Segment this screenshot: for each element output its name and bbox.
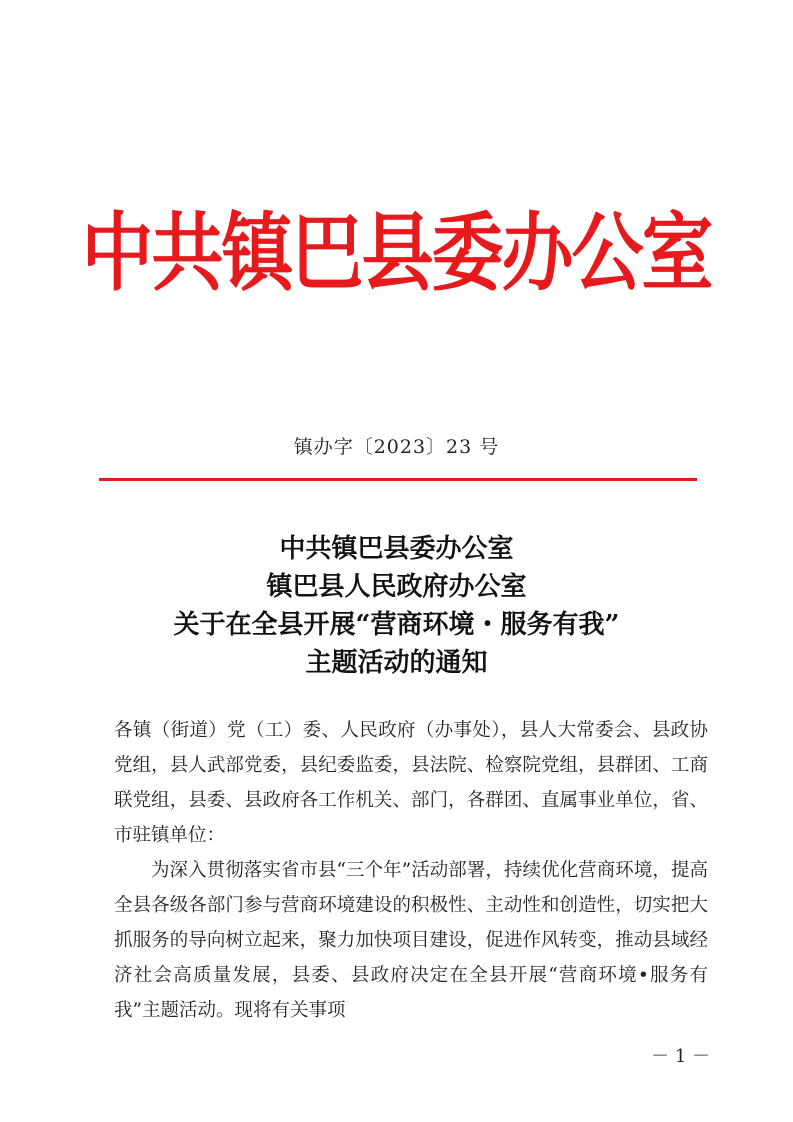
document-title: [80, 530, 713, 682]
title-line-1: 中共镇巴县委办公室: [279, 534, 514, 564]
title-line-2: 镇巴县人民政府办公室: [266, 572, 527, 602]
recipients-paragraph: 各镇（街道）党（工）委、人民政府（办事处），县人大常委会、县政协党组，县人武部党委，县纪委监委，县法院、检察院党组，县群团、工商联党组，县委、县政府各工作机关、部门，各群团、直属事业单位，省、市驻镇单位：: [114, 720, 708, 846]
title-line-4: 主题活动的通知: [305, 648, 488, 678]
masthead-title: [0, 193, 793, 323]
document-body: [114, 713, 708, 1028]
body-paragraph-1: 为深入贯彻落实省市县“三个年”活动部署，持续优化营商环境，提高全县各级各部门参与营商环境建设的积极性、主动性和创造性，切实把大抓服务的导向树立起来，聚力加快项目建设，促进作风转变，推动县域经济社会高质量发展，县委、县政府决定在全县开展“营商环境•服务有我”主题活动。现将有关事项: [114, 860, 708, 1021]
page-number: － 1 －: [651, 1046, 710, 1067]
title-line-3: 关于在全县开展“营商环境・服务有我”: [173, 610, 620, 640]
document-number: 镇办字〔2023〕23 号: [293, 436, 500, 458]
red-divider-line: [99, 478, 697, 481]
masthead-text: 中共镇巴县委办公室: [81, 203, 712, 303]
